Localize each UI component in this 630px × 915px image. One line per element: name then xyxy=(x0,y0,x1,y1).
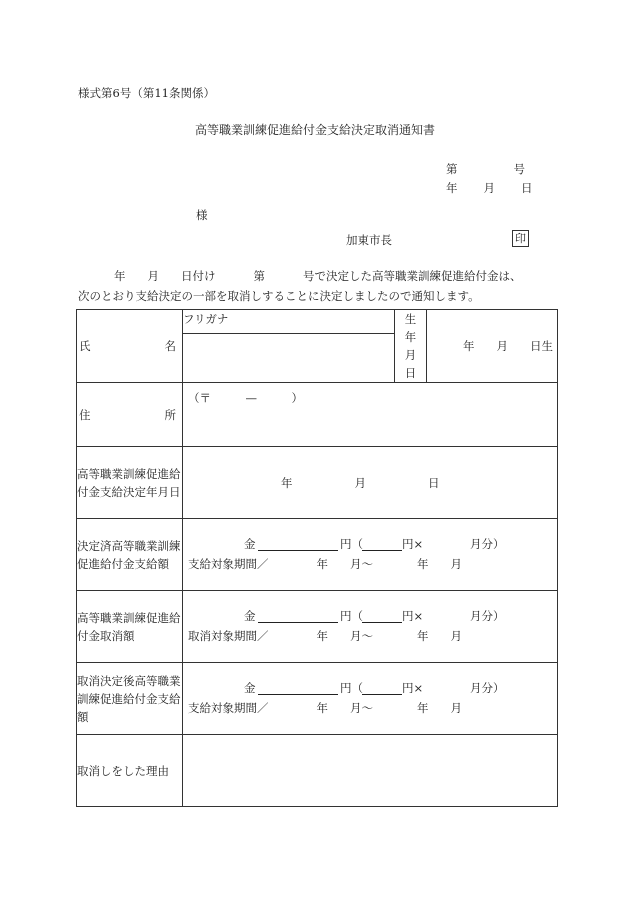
birth-label-2: 年 xyxy=(404,330,417,344)
amount-yen-x: 円× xyxy=(402,680,424,695)
period-start-year: 年 xyxy=(316,628,328,643)
amount-blank-total[interactable] xyxy=(258,610,338,623)
period-end-year: 年 xyxy=(417,556,429,571)
amount-line xyxy=(188,535,552,555)
addressee-suffix: 様 xyxy=(196,208,208,222)
amount-yen-x: 円× xyxy=(402,608,424,623)
period-start-year: 年 xyxy=(316,700,328,715)
address-label-b: 所 xyxy=(164,407,176,422)
period-end-month: 月 xyxy=(450,700,462,715)
address-field[interactable] xyxy=(183,383,558,447)
post-cancel-amount-label: 取消決定後高等職業訓練促進給付金支給額 xyxy=(77,663,183,735)
address-label-a: 住 xyxy=(79,407,91,422)
period-start-month: 月〜 xyxy=(350,700,373,715)
decision-day: 日 xyxy=(428,475,440,490)
post-cancel-amount-field[interactable] xyxy=(183,663,558,735)
birth-date-field[interactable] xyxy=(427,310,558,383)
period-end-month: 月 xyxy=(450,628,462,643)
amount-months: 月分） xyxy=(470,608,505,623)
name-label-a: 氏 xyxy=(79,339,91,353)
amount-prefix: 金 xyxy=(244,536,256,551)
seal-mark: 印 xyxy=(512,230,529,247)
document-title: 高等職業訓練促進給付金支給決定取消通知書 xyxy=(194,123,435,137)
date-month: 月 xyxy=(483,181,495,195)
amount-line xyxy=(188,679,552,699)
body-text-line-2: 次のとおり支給決定の一部を取消しすることに決定しましたので通知します。 xyxy=(78,289,480,303)
doc-no-prefix: 第 xyxy=(446,162,458,176)
decision-year: 年 xyxy=(281,475,293,490)
amount-prefix: 金 xyxy=(244,680,256,695)
approved-amount-label: 決定済高等職業訓練促進給付金支給額 xyxy=(77,519,183,591)
name-field[interactable] xyxy=(183,333,395,382)
body-date-suffix: 日付け xyxy=(181,269,216,283)
amount-line xyxy=(188,607,552,627)
issuer-name: 加東市長 xyxy=(346,233,392,247)
amount-yen-x: 円× xyxy=(402,536,424,551)
reason-field[interactable] xyxy=(183,735,558,807)
amount-blank-total[interactable] xyxy=(258,682,338,695)
body-text-line-1 xyxy=(78,268,522,284)
period-label: 支給対象期間／ xyxy=(188,700,269,715)
period-line xyxy=(188,555,552,575)
period-start-year: 年 xyxy=(316,556,328,571)
period-start-month: 月〜 xyxy=(350,556,373,571)
doc-no-suffix: 号 xyxy=(513,162,525,176)
address-label xyxy=(77,383,183,447)
body-no-suffix-text: 号で決定した高等職業訓練促進給付金は、 xyxy=(303,269,522,283)
birth-label-1: 生 xyxy=(404,312,417,326)
document-date xyxy=(446,180,533,196)
decision-date-label: 高等職業訓練促進給付金支給決定年月日 xyxy=(77,447,183,519)
birth-label-4: 日 xyxy=(404,366,417,380)
furigana-field[interactable] xyxy=(183,310,395,334)
birth-day: 日生 xyxy=(530,339,553,353)
notification-form-table xyxy=(76,309,558,807)
period-label: 支給対象期間／ xyxy=(188,556,269,571)
cancelled-amount-field[interactable] xyxy=(183,591,558,663)
form-number-label: 様式第6号（第11条関係） xyxy=(78,86,215,100)
amount-blank-monthly[interactable] xyxy=(362,538,402,551)
period-line xyxy=(188,627,552,647)
period-line xyxy=(188,699,552,719)
amount-blank-total[interactable] xyxy=(258,538,338,551)
amount-blank-monthly[interactable] xyxy=(362,610,402,623)
name-label-b: 名 xyxy=(164,339,176,353)
period-end-year: 年 xyxy=(417,628,429,643)
period-label: 取消対象期間／ xyxy=(188,628,269,643)
period-start-month: 月〜 xyxy=(350,628,373,643)
postal-code-placeholder: （〒 — ） xyxy=(188,391,303,405)
body-year: 年 xyxy=(114,269,126,283)
amount-prefix: 金 xyxy=(244,608,256,623)
amount-months: 月分） xyxy=(470,680,505,695)
cancelled-amount-label: 高等職業訓練促進給付金取消額 xyxy=(77,591,183,663)
amount-months: 月分） xyxy=(470,536,505,551)
reason-label: 取消しをした理由 xyxy=(77,735,183,807)
furigana-label: フリガナ xyxy=(183,312,229,326)
amount-yen: 円（ xyxy=(340,680,363,695)
name-label xyxy=(77,310,183,383)
body-no-prefix: 第 xyxy=(253,269,265,283)
amount-blank-monthly[interactable] xyxy=(362,682,402,695)
period-end-year: 年 xyxy=(417,700,429,715)
decision-month: 月 xyxy=(354,475,366,490)
date-year: 年 xyxy=(446,181,458,195)
approved-amount-field[interactable] xyxy=(183,519,558,591)
amount-yen: 円（ xyxy=(340,608,363,623)
document-number xyxy=(446,161,525,177)
birth-month: 月 xyxy=(496,339,508,353)
body-month: 月 xyxy=(147,269,159,283)
date-day: 日 xyxy=(521,181,533,195)
birth-label-3: 月 xyxy=(404,348,417,362)
amount-yen: 円（ xyxy=(340,536,363,551)
birth-year: 年 xyxy=(463,339,475,353)
period-end-month: 月 xyxy=(450,556,462,571)
decision-date-field[interactable] xyxy=(183,447,558,519)
birth-date-label xyxy=(395,310,427,383)
